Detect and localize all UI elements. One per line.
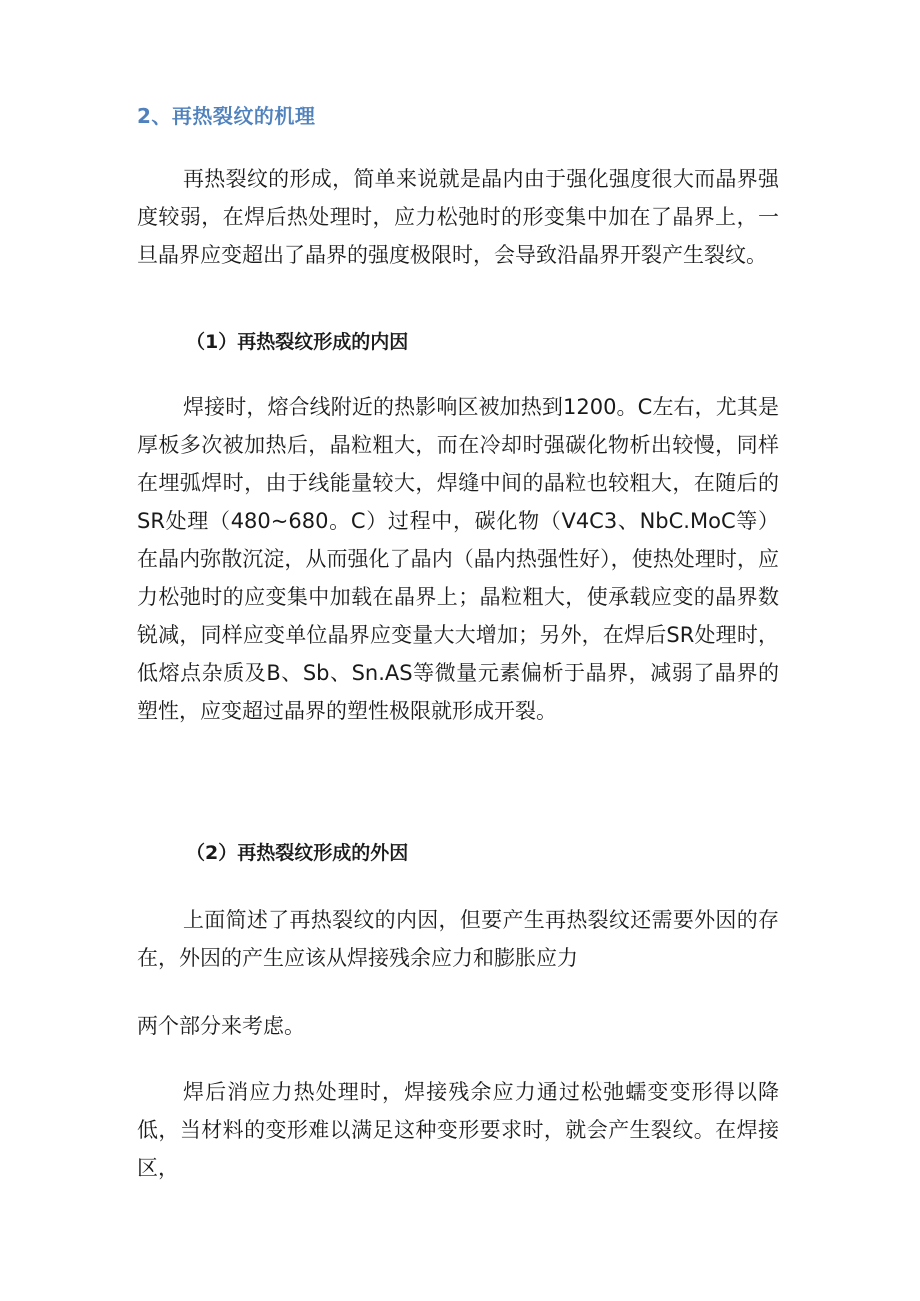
heading-external-cause: （2）再热裂纹形成的外因 — [186, 842, 409, 864]
paragraph-stress-relief: 焊后消应力热处理时，焊接残余应力通过松弛蠕变变形得以降低，当材料的变形难以满足这种变形要求时，就会产生裂纹。在焊接区， — [137, 1080, 779, 1180]
paragraph-external-cause: 上面简述了再热裂纹的内因，但要产生再热裂纹还需要外因的存在，外因的产生应该从焊接残余应力和膨胀应力 — [137, 908, 779, 970]
paragraph-mechanism-intro: 再热裂纹的形成，简单来说就是晶内由于强化强度很大而晶界强度较弱，在焊后热处理时，应力松弛时的形变集中加在了晶界上，一旦晶界应变超出了晶界的强度极限时，会导致沿晶界开裂产生裂纹。 — [137, 167, 779, 267]
paragraph-internal-cause: 焊接时，熔合线附近的热影响区被加热到1200。C左右，尤其是厚板多次被加热后，晶粒粗大，而在冷却时强碳化物析出较慢，同样在埋弧焊时，由于线能量较大，焊缝中间的晶粒也较粗大，在随后的SR处理（480~680。C）过程中，碳化物（V4C3、NbC.MoC等）在晶内弥散沉淀，从而强化了晶内（晶内热强性好），使热处理时，应力松弛时的应变集中加载在晶界上；晶粒粗大，使承载应变的晶界数锐减，同样应变单位晶界应变量大大增加；另外，在焊后SR处理时，低熔点杂质及B、Sb、Sn.AS等微量元素偏析于晶界，减弱了晶界的塑性，应变超过晶界的塑性极限就形成开裂。 — [137, 395, 779, 723]
paragraph-external-cause-tail: 两个部分来考虑。 — [137, 1014, 305, 1038]
section-title: 2、再热裂纹的机理 — [137, 104, 316, 128]
heading-internal-cause: （1）再热裂纹形成的内因 — [186, 331, 409, 353]
